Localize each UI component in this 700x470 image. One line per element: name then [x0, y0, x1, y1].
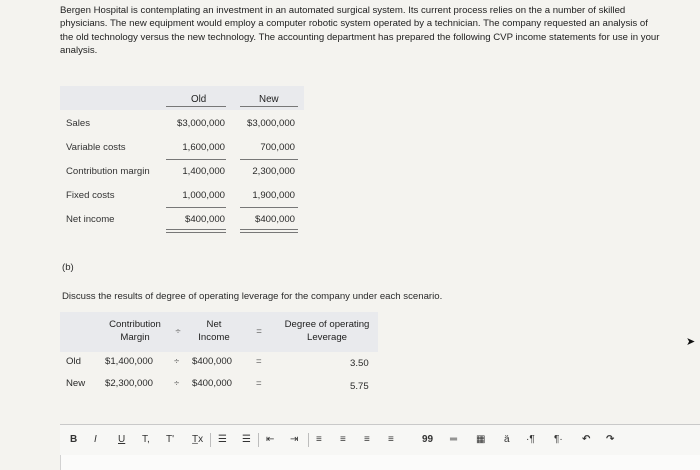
problem-intro-text: Bergen Hospital is contemplating an investment in an automated surgical system. Its current process relies on the a number of skilled physicians. The new equipment would employ a computer robotic system operated by a technician. The company requested an analysis of the old technology versus the new technology. The accounting department has prepared the following CVP income statements for use in your analysis.	[60, 5, 660, 57]
bold-button[interactable]: B	[70, 434, 78, 445]
blockquote-button[interactable]: 99	[422, 434, 434, 445]
horizontal-rule-button[interactable]: ═	[450, 434, 458, 445]
ltr-button[interactable]: ·¶	[526, 434, 535, 445]
dol-new-result[interactable]: 5.75	[350, 381, 369, 392]
justify-button[interactable]: ≡	[388, 434, 394, 445]
dol-old-contribution-margin[interactable]: $1,400,000	[105, 356, 154, 367]
undo-button[interactable]: ↶	[582, 434, 591, 445]
align-left-button[interactable]: ≡	[316, 434, 322, 445]
dol-old-net-income[interactable]: $400,000	[192, 356, 233, 367]
ordered-list-button[interactable]: ☰	[242, 434, 251, 445]
part-b-label: (b)	[62, 262, 74, 273]
column-header-new: New	[259, 94, 279, 105]
header-equals-sign: =	[256, 326, 262, 337]
header-net-income: Net Income	[198, 319, 230, 343]
insert-table-button[interactable]: ▦	[476, 434, 486, 445]
column-header-old: Old	[191, 94, 207, 105]
redo-button[interactable]: ↷	[606, 434, 615, 445]
unordered-list-button[interactable]: ☰	[218, 434, 227, 445]
align-right-button[interactable]: ≡	[364, 434, 370, 445]
clear-format-button[interactable]: T̲x	[192, 434, 204, 445]
header-degree-of-operating-leverage: Degree of operating Leverage	[284, 319, 370, 343]
cvp-row-variable-costs: Variable costs 1,600,000 700,000	[66, 142, 295, 153]
indent-button[interactable]: ⇥	[290, 434, 299, 445]
rich-text-toolbar	[60, 424, 700, 456]
cvp-row-fixed-costs: Fixed costs 1,000,000 1,900,000	[66, 190, 295, 201]
cvp-row-sales: Sales $3,000,000 $3,000,000	[66, 118, 295, 129]
special-character-button[interactable]: ä	[504, 434, 510, 445]
part-b-question: Discuss the results of degree of operating leverage for the company under each scenario.	[62, 291, 443, 302]
dol-new-net-income[interactable]: $400,000	[192, 378, 233, 389]
cvp-row-net-income: Net income $400,000 $400,000	[66, 214, 295, 225]
underline-button[interactable]: U	[118, 434, 126, 445]
rtl-button[interactable]: ¶·	[554, 434, 563, 445]
dol-new-contribution-margin[interactable]: $2,300,000	[105, 378, 154, 389]
header-divide-sign: ÷	[175, 326, 181, 337]
outdent-button[interactable]: ⇤	[266, 434, 275, 445]
cvp-row-contribution-margin: Contribution margin 1,400,000 2,300,000	[66, 166, 295, 177]
header-contribution-margin: Contribution Margin	[109, 319, 161, 343]
superscript-button[interactable]: T'	[166, 434, 175, 445]
subscript-button[interactable]: T,	[142, 434, 150, 445]
italic-button[interactable]: I	[94, 434, 97, 445]
dol-old-result[interactable]: 3.50	[350, 358, 369, 369]
answer-text-area[interactable]	[60, 455, 700, 470]
align-center-button[interactable]: ≡	[340, 434, 346, 445]
mouse-pointer-icon: ➤	[686, 336, 696, 348]
